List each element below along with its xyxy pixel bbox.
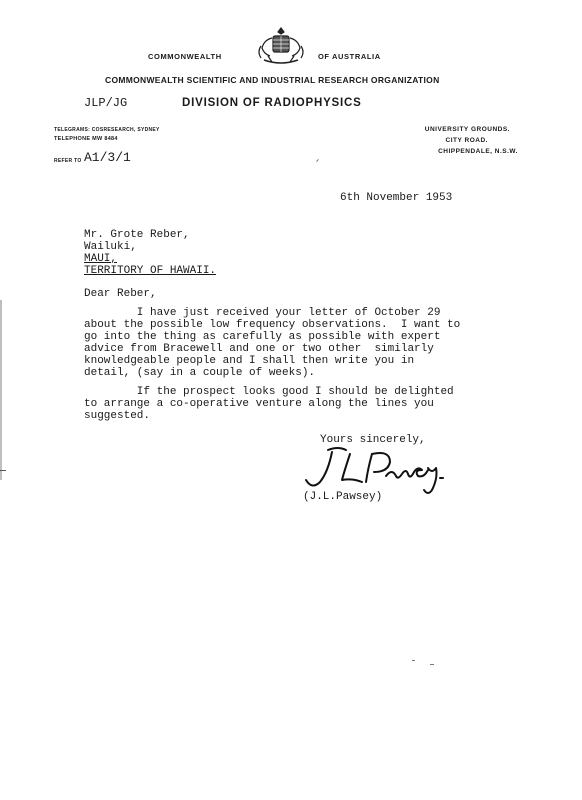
telephone-line: TELEPHONE MW 8484 bbox=[54, 136, 118, 142]
scan-dot-mark bbox=[430, 664, 434, 665]
scan-edge-mark bbox=[0, 300, 2, 480]
body-line: knowledgeable people and I shall then write you in bbox=[84, 355, 415, 367]
address-line: UNIVERSITY GROUNDS. bbox=[424, 126, 510, 133]
body-line: If the prospect looks good I should be delighted bbox=[84, 386, 454, 398]
header-of-australia: OF AUSTRALIA bbox=[318, 52, 381, 61]
refer-to-label: REFER TO bbox=[54, 158, 82, 164]
closing: Yours sincerely, bbox=[320, 434, 426, 446]
recipient-line: TERRITORY OF HAWAII. bbox=[84, 265, 217, 277]
body-line: go into the thing as carefully as possible with expert bbox=[84, 331, 441, 343]
salutation: Dear Reber, bbox=[84, 288, 157, 300]
body-line: suggested. bbox=[84, 410, 151, 422]
recipient-line: MAUI, bbox=[84, 253, 118, 265]
body-paragraph-2 bbox=[84, 386, 454, 422]
body-line: I have just received your letter of October 29 bbox=[84, 307, 441, 319]
scan-tick-mark bbox=[0, 470, 6, 471]
body-line: about the possible low frequency observations. I want to bbox=[84, 319, 461, 331]
reference-code: JLP/JG bbox=[84, 96, 128, 110]
body-line: to arrange a co-operative venture along the lines you bbox=[84, 398, 434, 410]
address-line: CITY ROAD. bbox=[445, 137, 488, 144]
letter-date: 6th November 1953 bbox=[340, 192, 453, 204]
address-line: CHIPPENDALE, N.S.W. bbox=[438, 148, 518, 155]
header-commonwealth: COMMONWEALTH bbox=[148, 52, 222, 61]
recipient-block bbox=[84, 229, 216, 277]
coat-of-arms-icon bbox=[254, 26, 308, 66]
refer-to-value: A1/3/1 bbox=[84, 150, 131, 165]
scan-dot-mark bbox=[316, 159, 319, 162]
body-line: detail, (say in a couple of weeks). bbox=[84, 367, 316, 379]
handwritten-signature-icon bbox=[298, 444, 468, 496]
address-block bbox=[424, 124, 518, 157]
recipient-name: Mr. Grote Reber, bbox=[84, 229, 190, 241]
telegrams-line: TELEGRAMS: COSRESEARCH, SYDNEY bbox=[54, 127, 160, 133]
body-paragraph-1 bbox=[84, 307, 460, 379]
header-organization: COMMONWEALTH SCIENTIFIC AND INDUSTRIAL RESEARCH ORGANIZATION bbox=[105, 75, 440, 85]
recipient-line: Wailuki, bbox=[84, 241, 137, 253]
division-title: DIVISION OF RADIOPHYSICS bbox=[182, 97, 362, 109]
typed-signature-name: (J.L.Pawsey) bbox=[303, 491, 383, 503]
body-line: advice from Bracewell and one or two other similarly bbox=[84, 343, 434, 355]
scan-dot-mark bbox=[412, 660, 415, 661]
